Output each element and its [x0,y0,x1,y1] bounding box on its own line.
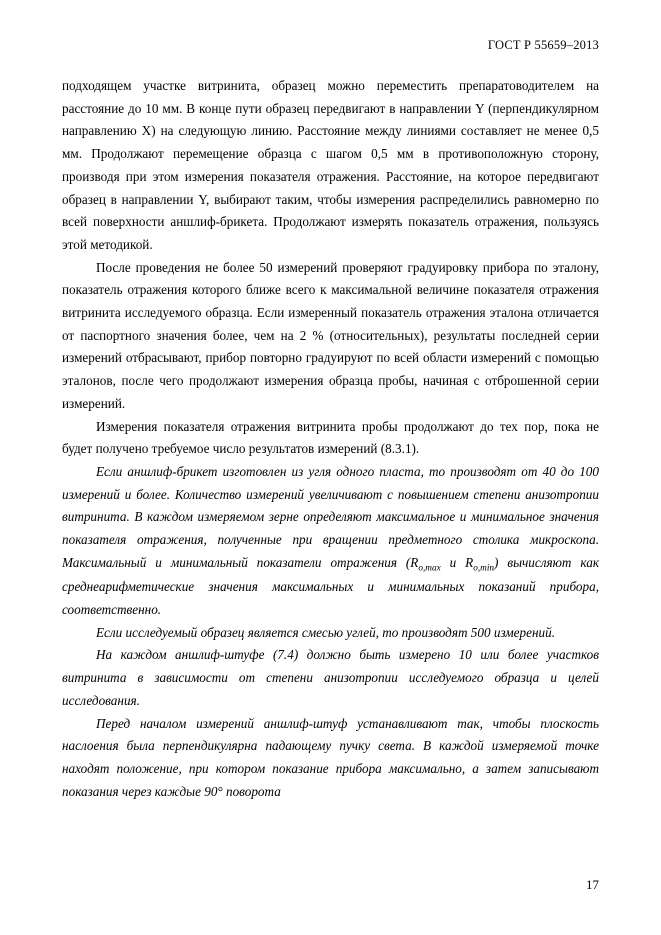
document-body [62,75,599,803]
paragraph-2: После проведения не более 50 измерений проверяют градуировку прибора по эталону, показатель отражения которого ближе всего к максимальной величине показателя отражения витринита исследуемого образца. Если измеренный показатель отражения эталона отличается от паспортного значения более, чем на 2 % (относительных), результаты последней серии измерений отбрасывают, прибор повторно градуируют по всей области измерений с помощью эталонов, после чего продолжают измерения образца пробы, начиная с отброшенной серии измерений. [62,259,599,411]
subscript-omin: o,min [473,562,494,573]
paragraph-7: Перед началом измерений аншлиф-штуф устанавливают так, чтобы плоскость наслоения была перпендикулярна падающему пучку света. В каждой измеряемой точке находят положение, при котором показание прибора максимально, а затем записывают показания через каждые 90° поворота [62,715,599,799]
page-footer [0,877,599,893]
paragraph-6: На каждом аншлиф-штуфе (7.4) должно быть измерено 10 или более участков витринита в зависимости от степени анизотропии исследуемого образца и целей исследования. [62,647,599,708]
paragraph-4 [62,461,599,622]
paragraph-5: Если исследуемый образец является смесью углей, то производят 500 измерений. [96,624,556,640]
subscript-omax: o,max [418,562,441,573]
page-header [62,38,599,53]
standard-reference: ГОСТ Р 55659–2013 [487,38,599,52]
page-number: 17 [586,877,599,892]
paragraph-3: Измерения показателя отражения витринита пробы продолжают до тех пор, пока не будет получено требуемое число результатов измерений (8.3.1). [62,418,599,457]
formula-middle: и R [440,554,474,570]
paragraph-1: подходящем участке витринита, образец можно переместить препаратоводителем на расстояние до 10 мм. В конце пути образец передвигают в направлении Y (перпендикулярном направлению X) на следующую линию. Расстояние между линиями составляет не менее 0,5 мм. Продолжают перемещение образца с шагом 0,5 мм в противоположную сторону, производя при этом измерения показателя отражения. Расстояние, на которое передвигают образец в направлении Y, выбирают таким, чтобы измерения распределились равномерно по всей поверхности аншлиф-брикета. Продолжают измерять показатель отражения, пользуясь этой методикой. [62,78,599,252]
paragraph-4-text: Если аншлиф-брикет изготовлен из угля одного пласта, то производят от 40 до 100 измерений и более. Количество измерений увеличивают с повышением степени анизотропии витринита. В каждом измеряемом зерне определяют максимальное и минимальное значения показателя отражения, полученные при вращении предметного столика микроскопа. Максимальный и минимальный показатели отражения (R [62,463,599,570]
paragraph-4-tail: ) вычисляют как среднеарифметические значения максимальных и минимальных показаний прибора, соответственно. [62,554,599,617]
